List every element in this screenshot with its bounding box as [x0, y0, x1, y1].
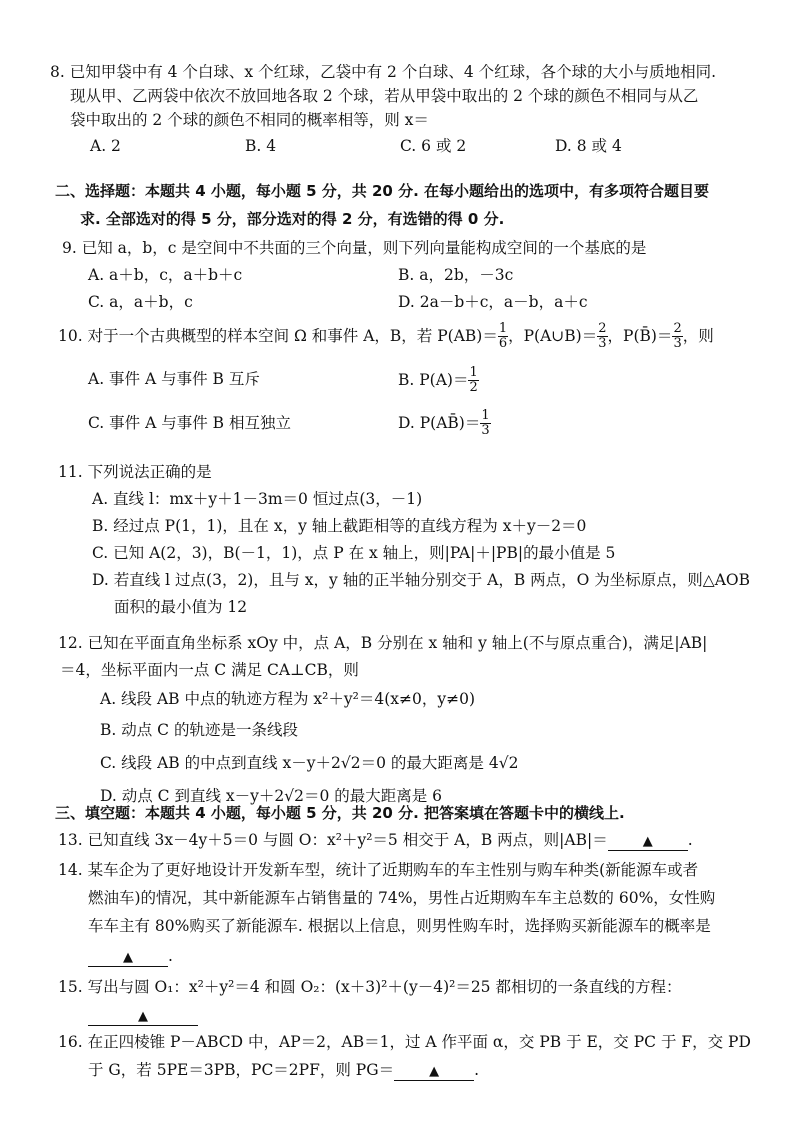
q14-answer-blank[interactable]: ▲ — [88, 950, 168, 967]
q15-line2 — [0, 1003, 794, 1027]
q10-f3-den: 3 — [673, 336, 682, 352]
q10-fraction-1 — [498, 322, 508, 352]
q11-stem: 11. 下列说法正确的是 — [58, 463, 212, 481]
q10-option-b-den: 2 — [469, 379, 478, 395]
q14-line1: 14. 某车企为了更好地设计开发新车型，统计了近期购车的车主性别与购车种类(新能源车或者 — [58, 861, 699, 879]
q9-options-row1 — [0, 263, 794, 287]
q14-line2: 燃油车)的情况，其中新能源车占销售量的 74%，男性占近期购车车主总数的 60%，女性购 — [88, 889, 716, 908]
q10-option-d-num: 1 — [481, 408, 490, 424]
q16-answer-blank[interactable]: ▲ — [394, 1064, 474, 1081]
q8-line2: 现从甲、乙两袋中依次不放回地各取 2 个球，若从甲袋中取出的 2 个球的颜色不相同与从乙 — [70, 87, 699, 106]
q10-option-b-fraction — [468, 366, 478, 396]
q15-answer-blank[interactable]: ▲ — [88, 1009, 198, 1026]
section-3-line: 三、填空题：本题共 4 小题，每小题 5 分，共 20 分. 把答案填在答题卡中的横线上. — [55, 804, 625, 822]
q8-option-c: C. 6 或 2 — [400, 137, 467, 156]
question-15 — [0, 975, 794, 1027]
question-9 — [0, 236, 794, 314]
q8-options — [0, 134, 794, 158]
q8-option-b: B. 4 — [245, 137, 277, 156]
q11-option-a: A. 直线 l：mx＋y＋1－3m＝0 恒过点(3，－1) — [92, 490, 423, 509]
q8-option-d: D. 8 或 4 — [555, 137, 622, 156]
question-10 — [0, 322, 794, 439]
q10-fraction-3 — [672, 322, 682, 352]
q15-text: 15. 写出与圆 O₁：x²＋y²＝4 和圆 O₂：(x＋3)²＋(y－4)²＝25 都相切的一条直线的方程： — [58, 978, 682, 996]
question-16 — [0, 1030, 794, 1082]
question-14 — [0, 858, 794, 968]
q14-line4 — [0, 944, 794, 968]
question-13 — [0, 828, 794, 852]
q11-option-b: B. 经过点 P(1，1)，且在 x，y 轴上截距相等的直线方程为 x＋y－2＝0 — [92, 517, 587, 536]
q9-stem: 9. 已知 a，b，c 是空间中不共面的三个向量，则下列向量能构成空间的一个基底的是 — [62, 239, 647, 257]
q10-options-row1 — [0, 366, 794, 396]
q13-answer-blank[interactable]: ▲ — [608, 834, 688, 851]
q11-option-d-line2: 面积的最小值为 12 — [114, 598, 248, 617]
q10-f2-den: 3 — [598, 336, 607, 352]
q10-stem-part3: ，P(B̄)＝ — [607, 326, 673, 345]
q9-option-a: A. a＋b，c，a＋b＋c — [88, 266, 243, 285]
q12-option-b: B. 动点 C 的轨迹是一条线段 — [100, 721, 298, 740]
q14-line3: 车车主有 80%购买了新能源车. 根据以上信息，则男性购车时，选择购买新能源车的概率是 — [88, 917, 711, 936]
q10-stem — [0, 322, 794, 352]
q8-line3: 袋中取出的 2 个球的颜色不相同的概率相等，则 x＝ — [70, 111, 429, 130]
q10-option-b-label: B. P(A)＝ — [398, 370, 469, 389]
q8-line1: 8. 已知甲袋中有 4 个白球、x 个红球，乙袋中有 2 个白球、4 个红球，各个球的大小与质地相同. — [50, 63, 717, 81]
q10-f1-den: 6 — [498, 336, 508, 352]
q11-option-d-line1: D. 若直线 l 过点(3，2)，且与 x，y 轴的正半轴分别交于 A，B 两点，O 为坐标原点，则△AOB — [92, 571, 750, 590]
q10-option-a: A. 事件 A 与事件 B 互斥 — [88, 370, 260, 389]
question-12 — [0, 631, 794, 808]
q9-option-d: D. 2a－b＋c，a－b，a＋c — [398, 293, 588, 312]
question-8 — [0, 60, 794, 158]
q12-option-c: C. 线段 AB 的中点到直线 x－y＋2√2＝0 的最大距离是 4√2 — [100, 754, 519, 773]
q10-option-d-label: D. P(AB̄)＝ — [398, 413, 481, 432]
q10-options-row2 — [0, 409, 794, 439]
q10-f1-num: 1 — [498, 321, 508, 336]
q11-option-c: C. 已知 A(2，3)，B(－1，1)，点 P 在 x 轴上，则|PA|＋|PB|的最小值是 5 — [92, 544, 616, 563]
q9-option-c: C. a，a＋b，c — [88, 293, 193, 312]
q12-line1: 12. 已知在平面直角坐标系 xOy 中，点 A，B 分别在 x 轴和 y 轴上(不与原点重合)，满足|AB| — [58, 634, 708, 652]
q12-line2: ＝4，坐标平面内一点 C 满足 CA⊥CB，则 — [60, 661, 359, 680]
section-3-header — [0, 802, 794, 825]
q13-line — [0, 828, 794, 852]
q10-stem-part2: ，P(A∪B)＝ — [508, 326, 598, 345]
q10-option-c: C. 事件 A 与事件 B 相互独立 — [88, 413, 291, 432]
section-2-line2: 求. 全部选对的得 5 分，部分选对的得 2 分，有选错的得 0 分. — [80, 210, 505, 229]
q12-option-a: A. 线段 AB 中点的轨迹方程为 x²＋y²＝4(x≠0，y≠0) — [100, 690, 475, 709]
section-2-header — [0, 180, 794, 232]
q10-stem-part1: 10. 对于一个古典概型的样本空间 Ω 和事件 A，B，若 P(AB)＝ — [58, 326, 498, 345]
q10-f3-num: 2 — [673, 321, 682, 336]
q16-line2 — [0, 1058, 794, 1082]
q9-options-row2 — [0, 290, 794, 314]
q16-tail: . — [474, 1061, 480, 1080]
q16-line1: 16. 在正四棱锥 P－ABCD 中，AP＝2，AB＝1，过 A 作平面 α，交 PB 于 E，交 PC 于 F，交 PD — [58, 1033, 751, 1051]
q13-text: 13. 已知直线 3x－4y＋5＝0 与圆 O：x²＋y²＝5 相交于 A，B 两点，则|AB|＝ — [58, 831, 608, 849]
section-2-line1: 二、选择题：本题共 4 小题，每小题 5 分，共 20 分. 在每小题给出的选项中，有多项符合题目要 — [55, 182, 710, 200]
q10-option-d-fraction — [480, 409, 490, 439]
question-11 — [0, 460, 794, 619]
q10-option-d-den: 3 — [481, 423, 490, 439]
q10-fraction-2 — [597, 322, 607, 352]
q10-stem-part4: ，则 — [682, 326, 714, 345]
q12-option-d: D. 动点 C 到直线 x－y＋2√2＝0 的最大距离是 6 — [100, 787, 443, 806]
q10-f2-num: 2 — [598, 321, 607, 336]
q10-option-b-num: 1 — [469, 364, 478, 380]
q10-option-b — [398, 366, 479, 396]
q8-option-a: A. 2 — [90, 137, 121, 156]
q10-option-d — [398, 409, 491, 439]
q14-tail: . — [168, 947, 173, 966]
q15-line — [0, 975, 794, 999]
q13-tail: . — [687, 831, 693, 849]
q16-line2-text: 于 G，若 5PE＝3PB，PC＝2PF，则 PG＝ — [88, 1061, 395, 1080]
q9-option-b: B. a，2b，－3c — [398, 266, 514, 285]
